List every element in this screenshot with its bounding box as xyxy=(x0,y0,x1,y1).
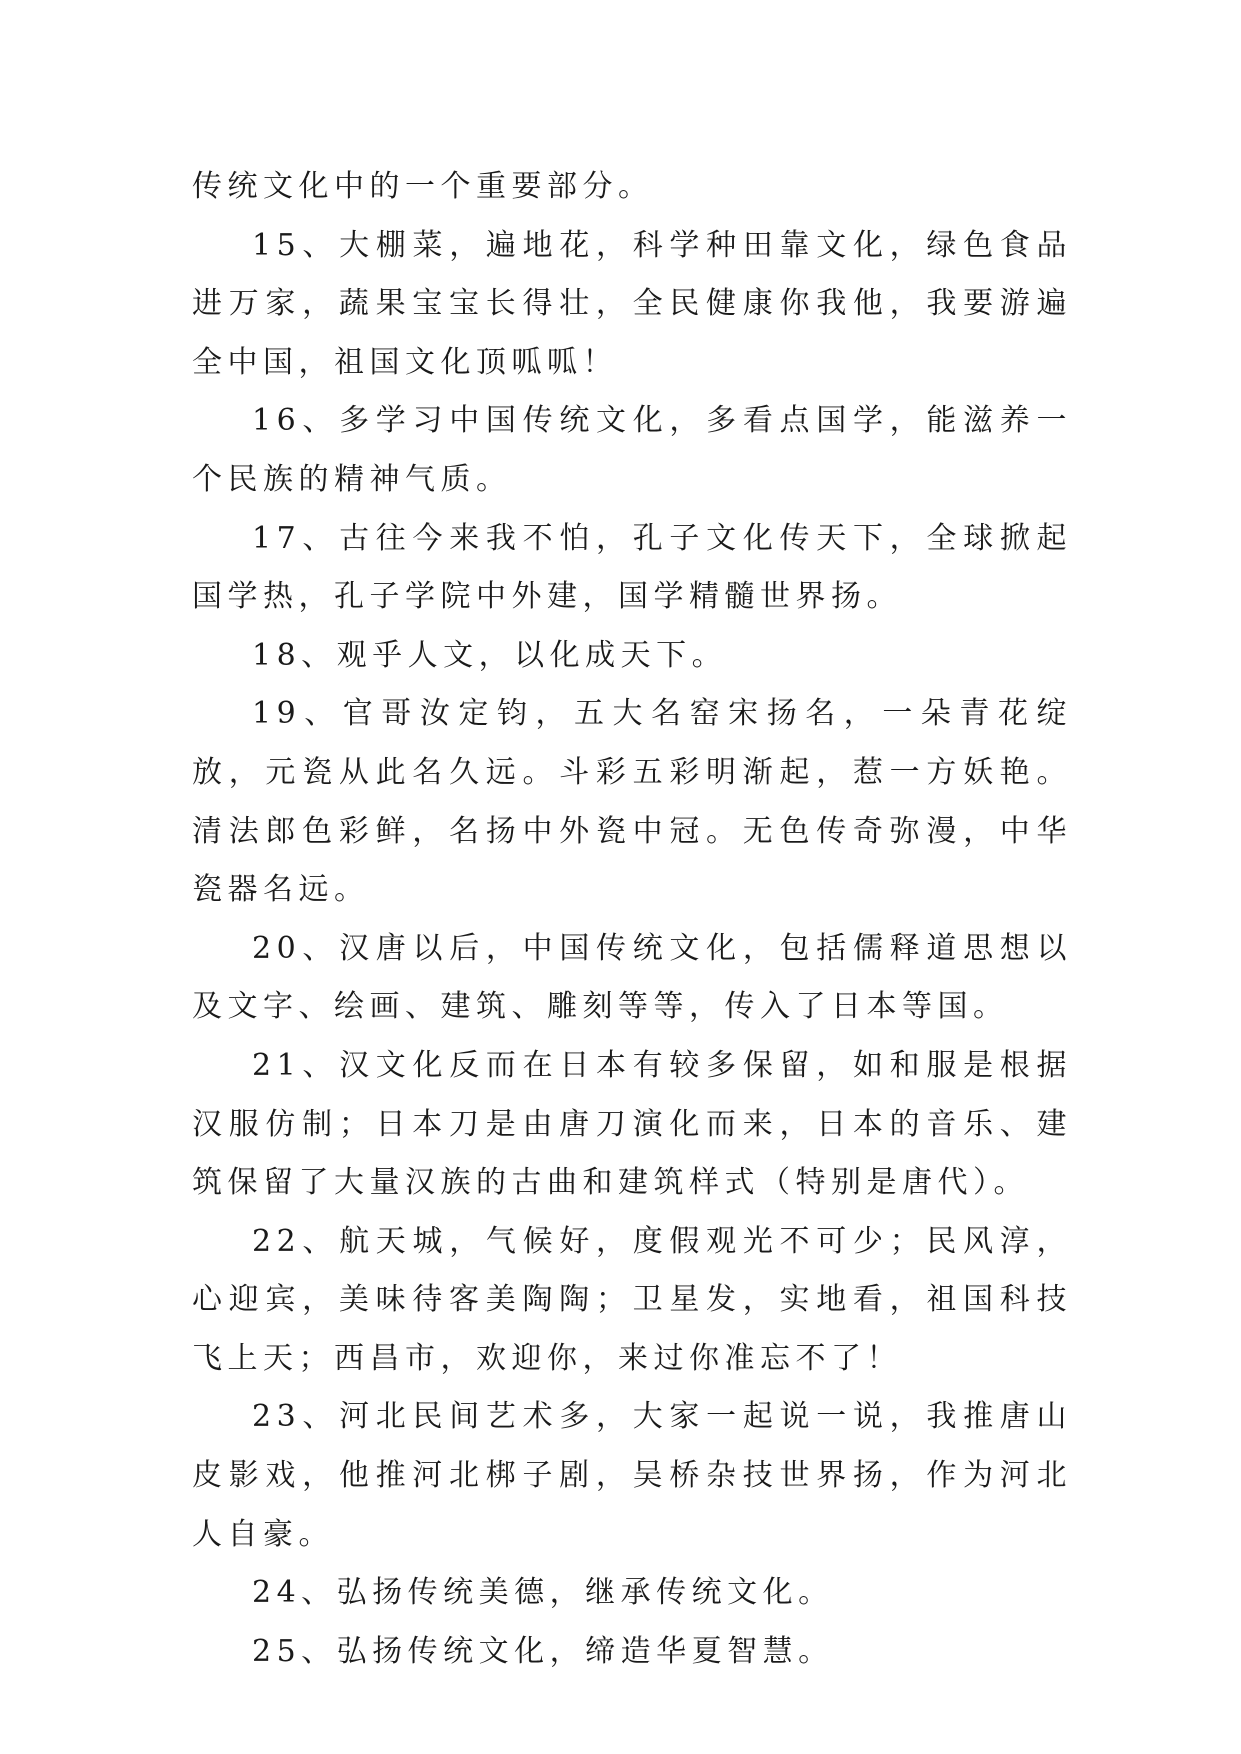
paragraph-item-21: 21、汉文化反而在日本有较多保留，如和服是根据汉服仿制；日本刀是由唐刀演化而来，日本的音乐、建筑保留了大量汉族的古曲和建筑样式（特别是唐代）。 xyxy=(192,1047,1072,1201)
document-body xyxy=(192,158,1072,1681)
paragraph-item-16: 16、多学习中国传统文化，多看点国学，能滋养一个民族的精神气质。 xyxy=(192,403,1072,497)
paragraph-continuation: 传统文化中的一个重要部分。 xyxy=(192,169,654,204)
paragraph-item-18: 18、观乎人文，以化成天下。 xyxy=(252,637,728,673)
paragraph-item-25: 25、弘扬传统文化，缔造华夏智慧。 xyxy=(252,1633,834,1669)
paragraph-item-15: 15、大棚菜，遍地花，科学种田靠文化，绿色食品进万家，蔬果宝宝长得壮，全民健康你我他，我要游遍全中国，祖国文化顶呱呱！ xyxy=(192,227,1072,380)
paragraph-item-23: 23、河北民间艺术多，大家一起说一说，我推唐山皮影戏，他推河北梆子剧，吴桥杂技世界扬，作为河北人自豪。 xyxy=(192,1399,1072,1552)
paragraph-item-24: 24、弘扬传统美德，继承传统文化。 xyxy=(252,1575,834,1611)
paragraph-item-17: 17、古往今来我不怕，孔子文化传天下，全球掀起国学热，孔子学院中外建，国学精髓世界扬。 xyxy=(192,520,1072,615)
paragraph-item-19: 19、官哥汝定钧，五大名窑宋扬名，一朵青花绽放，元瓷从此名久远。斗彩五彩明渐起，惹一方妖艳。清法郎色彩鲜，名扬中外瓷中冠。无色传奇弥漫，中华瓷器名远。 xyxy=(192,696,1072,908)
paragraph-item-20: 20、汉唐以后，中国传统文化，包括儒释道思想以及文字、绘画、建筑、雕刻等等，传入了日本等国。 xyxy=(192,930,1072,1025)
paragraph-item-22: 22、航天城，气候好，度假观光不可少；民风淳，心迎宾，美味待客美陶陶；卫星发，实地看，祖国科技飞上天；西昌市，欢迎你，来过你准忘不了！ xyxy=(192,1223,1072,1376)
